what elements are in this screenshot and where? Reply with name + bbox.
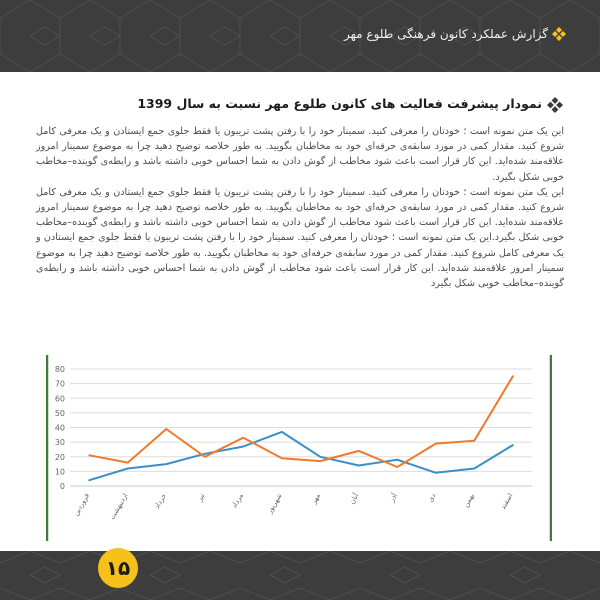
y-tick-label: 80: [54, 365, 65, 374]
paragraph: این یک متن نمونه است ؛ خودتان را معرفی کنید. سمینار خود را با رفتن پشت تریبون یا فقط جلوی جمع ایستادن و یک معرفی کامل شروع کنید. مقدار کمی در مورد سابقه‌ی حرفه‌ای خود به مخاطبان بگویید. به طور خلاصه توضیح دهید چرا به موضوع سمینار امروز علاقه‌مند شده‌اید. این کار قرار است باعث شود مخاطب از گوش دادن به شما احساس خوبی داشته باشد و رابطه‌ی گوینده–مخاطب خوبی شکل بگیرد.این یک متن نمونه است ؛ خودتان را معرفی کنید. سمینار خود را با رفتن پشت تریبون یا فقط جلوی جمع ایستادن و یک معرفی کامل شروع کنید. مقدار کمی در مورد سابقه‌ی حرفه‌ای خود به مخاطبان بگویید. به طور خلاصه توضیح دهید چرا به موضوع سمینار امروز علاقه‌مند شده‌اید. این کار قرار است باعث شود مخاطب از گوش دادن به شما احساس خوبی داشته باشد و رابطه‌ی گوینده–مخاطب خوبی شکل بگیرد: [36, 186, 564, 290]
x-tick-label: شهریور: [265, 492, 284, 515]
line-chart: [46, 353, 552, 543]
x-tick-label: اسفند: [498, 492, 515, 511]
footer-pattern: [0, 551, 600, 600]
section-title: نمودار پیشرفت فعالیت های کانون طلوع مهر نسبت به سال 1399: [137, 96, 542, 111]
x-tick-label: خرداد: [152, 492, 168, 511]
x-tick-label: تیر: [195, 492, 207, 503]
x-tick-label: فروردین: [71, 492, 91, 518]
y-tick-label: 0: [59, 482, 65, 491]
page-header: [0, 0, 600, 72]
page-footer: [0, 551, 600, 600]
x-tick-label: اردیبهشت: [108, 492, 130, 521]
y-tick-label: 70: [54, 379, 65, 389]
y-tick-label: 20: [54, 452, 65, 462]
x-tick-label: مهر: [309, 492, 322, 506]
paragraph: این یک متن نمونه است ؛ خودتان را معرفی کنید. سمینار خود را با رفتن پشت تریبون یا فقط جلوی جمع ایستادن و یک معرفی کامل شروع کنید. مقدار کمی در مورد سابقه‌ی حرفه‌ای خود به مخاطبان بگویید. به طور خلاصه توضیح دهید چرا به موضوع سمینار امروز علاقه‌مند شده‌اید. این کار قرار است باعث شود مخاطب از گوش دادن به شما احساس خوبی داشته باشد و رابطه‌ی گوینده–مخاطب خوبی شکل بگیرد.: [36, 126, 564, 183]
diamond-cluster-icon: [547, 97, 563, 113]
x-tick-label: مرداد: [230, 492, 245, 510]
series-line-2: [89, 376, 513, 467]
y-tick-label: 10: [54, 467, 65, 477]
header-title: گزارش عملکرد کانون فرهنگی طلوع مهر: [344, 27, 548, 41]
x-tick-label: آذر: [387, 492, 399, 504]
x-tick-label: آبان: [347, 492, 361, 506]
y-tick-label: 60: [54, 394, 65, 404]
x-tick-label: بهمن: [461, 492, 476, 509]
y-tick-label: 30: [54, 438, 65, 448]
series-line-1: [89, 432, 513, 480]
y-tick-label: 40: [54, 423, 65, 433]
x-tick-label: دی: [426, 492, 438, 504]
diamond-cluster-icon: [552, 27, 566, 41]
body-text: [36, 124, 564, 291]
page-number: ۱۵: [98, 548, 138, 588]
y-tick-label: 50: [54, 408, 65, 418]
